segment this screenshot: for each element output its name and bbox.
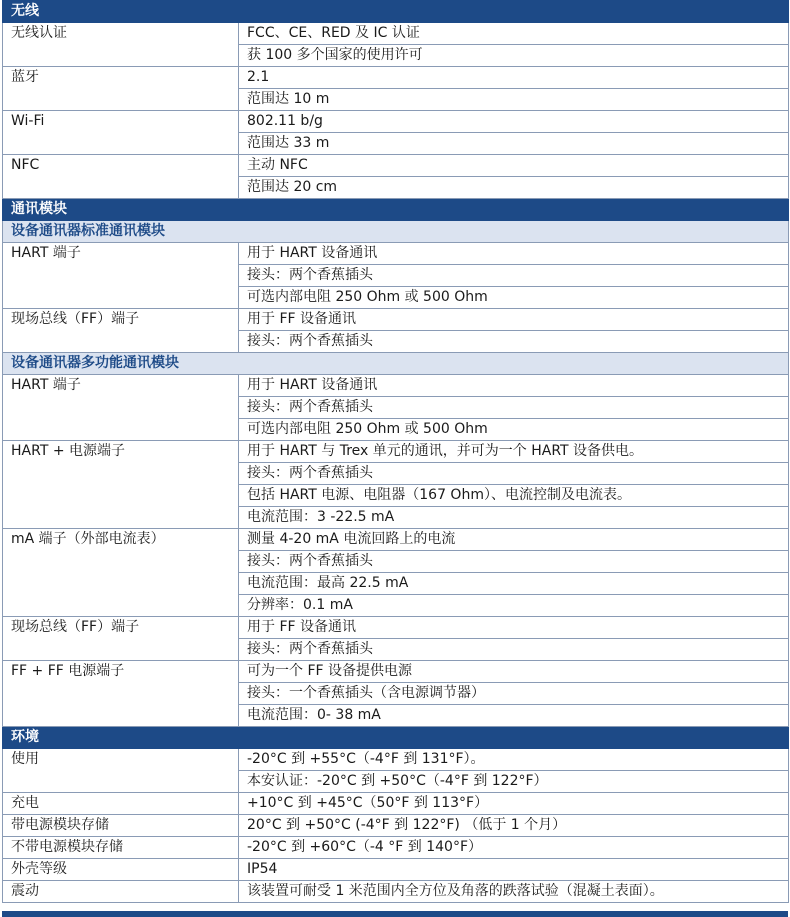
- spec-table: [2, 0, 789, 903]
- spec-value: 范围达 10 m: [239, 89, 789, 111]
- spec-label: 使用: [3, 749, 239, 793]
- spec-label: 震动: [3, 881, 239, 903]
- section-header-title: 环境: [3, 727, 789, 749]
- subsection-header-title: 设备通讯器标准通讯模块: [3, 221, 789, 243]
- spec-value: 电流范围：最高 22.5 mA: [239, 573, 789, 595]
- spec-row: [3, 309, 789, 331]
- spec-label: Wi-Fi: [3, 111, 239, 155]
- spec-value: 接头：一个香蕉插头（含电源调节器）: [239, 683, 789, 705]
- spec-row: [3, 661, 789, 683]
- spec-value: 用于 HART 与 Trex 单元的通讯，并可为一个 HART 设备供电。: [239, 441, 789, 463]
- spec-row: [3, 815, 789, 837]
- spec-row: [3, 111, 789, 133]
- spec-value: 本安认证：-20°C 到 +50°C（-4°F 到 122°F）: [239, 771, 789, 793]
- spec-value: 可为一个 FF 设备提供电源: [239, 661, 789, 683]
- spec-label: 充电: [3, 793, 239, 815]
- spec-value: 电流范围：0- 38 mA: [239, 705, 789, 727]
- section-header: [3, 199, 789, 221]
- spec-value: 测量 4-20 mA 电流回路上的电流: [239, 529, 789, 551]
- spec-value: -20°C 到 +60°C（-4 °F 到 140°F）: [239, 837, 789, 859]
- spec-row: [3, 529, 789, 551]
- spec-row: [3, 67, 789, 89]
- spec-value: 接头：两个香蕉插头: [239, 331, 789, 353]
- spec-label: FF + FF 电源端子: [3, 661, 239, 727]
- spec-value: 接头：两个香蕉插头: [239, 463, 789, 485]
- spec-label: 不带电源模块存储: [3, 837, 239, 859]
- spec-row: [3, 617, 789, 639]
- spec-value: 用于 FF 设备通讯: [239, 617, 789, 639]
- section-header-title: 无线: [3, 1, 789, 23]
- section-header-title: 通讯模块: [3, 199, 789, 221]
- spec-table-body: [3, 1, 789, 903]
- spec-label: HART + 电源端子: [3, 441, 239, 529]
- spec-row: [3, 859, 789, 881]
- spec-value: 电流范围：3 -22.5 mA: [239, 507, 789, 529]
- spec-value: +10°C 到 +45°C（50°F 到 113°F）: [239, 793, 789, 815]
- spec-row: [3, 23, 789, 45]
- spec-value: 2.1: [239, 67, 789, 89]
- spec-value: 20°C 到 +50°C (-4°F 到 122°F) （低于 1 个月）: [239, 815, 789, 837]
- spec-value: FCC、CE、RED 及 IC 认证: [239, 23, 789, 45]
- spec-row: [3, 375, 789, 397]
- spec-row: [3, 749, 789, 771]
- spec-value: 可选内部电阻 250 Ohm 或 500 Ohm: [239, 419, 789, 441]
- spec-value: 该装置可耐受 1 米范围内全方位及角落的跌落试验（混凝土表面）。: [239, 881, 789, 903]
- spec-value: 范围达 33 m: [239, 133, 789, 155]
- spec-value: 接头：两个香蕉插头: [239, 551, 789, 573]
- spec-label: 蓝牙: [3, 67, 239, 111]
- spec-label: HART 端子: [3, 375, 239, 441]
- spec-value: 用于 HART 设备通讯: [239, 243, 789, 265]
- spec-row: [3, 155, 789, 177]
- spec-value: 802.11 b/g: [239, 111, 789, 133]
- spec-value: 分辨率：0.1 mA: [239, 595, 789, 617]
- spec-value: 用于 HART 设备通讯: [239, 375, 789, 397]
- spec-label: 现场总线（FF）端子: [3, 617, 239, 661]
- spec-value: 用于 FF 设备通讯: [239, 309, 789, 331]
- subsection-header-title: 设备通讯器多功能通讯模块: [3, 353, 789, 375]
- spec-label: NFC: [3, 155, 239, 199]
- section-header: [3, 727, 789, 749]
- spec-label: HART 端子: [3, 243, 239, 309]
- subsection-header: [3, 353, 789, 375]
- spec-label: 带电源模块存储: [3, 815, 239, 837]
- spec-value: 可选内部电阻 250 Ohm 或 500 Ohm: [239, 287, 789, 309]
- spec-label: 现场总线（FF）端子: [3, 309, 239, 353]
- spec-row: [3, 837, 789, 859]
- spec-label: mA 端子（外部电流表）: [3, 529, 239, 617]
- spec-value: 范围达 20 cm: [239, 177, 789, 199]
- spec-value: 接头：两个香蕉插头: [239, 397, 789, 419]
- spec-value: 主动 NFC: [239, 155, 789, 177]
- bottom-section-bar: [2, 911, 788, 917]
- spec-row: [3, 793, 789, 815]
- spec-value: 接头：两个香蕉插头: [239, 639, 789, 661]
- subsection-header: [3, 221, 789, 243]
- spec-value: IP54: [239, 859, 789, 881]
- spec-value: 接头：两个香蕉插头: [239, 265, 789, 287]
- spec-value: 包括 HART 电源、电阻器（167 Ohm）、电流控制及电流表。: [239, 485, 789, 507]
- spec-value: 获 100 多个国家的使用许可: [239, 45, 789, 67]
- section-header: [3, 1, 789, 23]
- spec-value: -20°C 到 +55°C（-4°F 到 131°F）。: [239, 749, 789, 771]
- spec-label: 外壳等级: [3, 859, 239, 881]
- spec-row: [3, 441, 789, 463]
- spec-row: [3, 881, 789, 903]
- spec-row: [3, 243, 789, 265]
- spec-label: 无线认证: [3, 23, 239, 67]
